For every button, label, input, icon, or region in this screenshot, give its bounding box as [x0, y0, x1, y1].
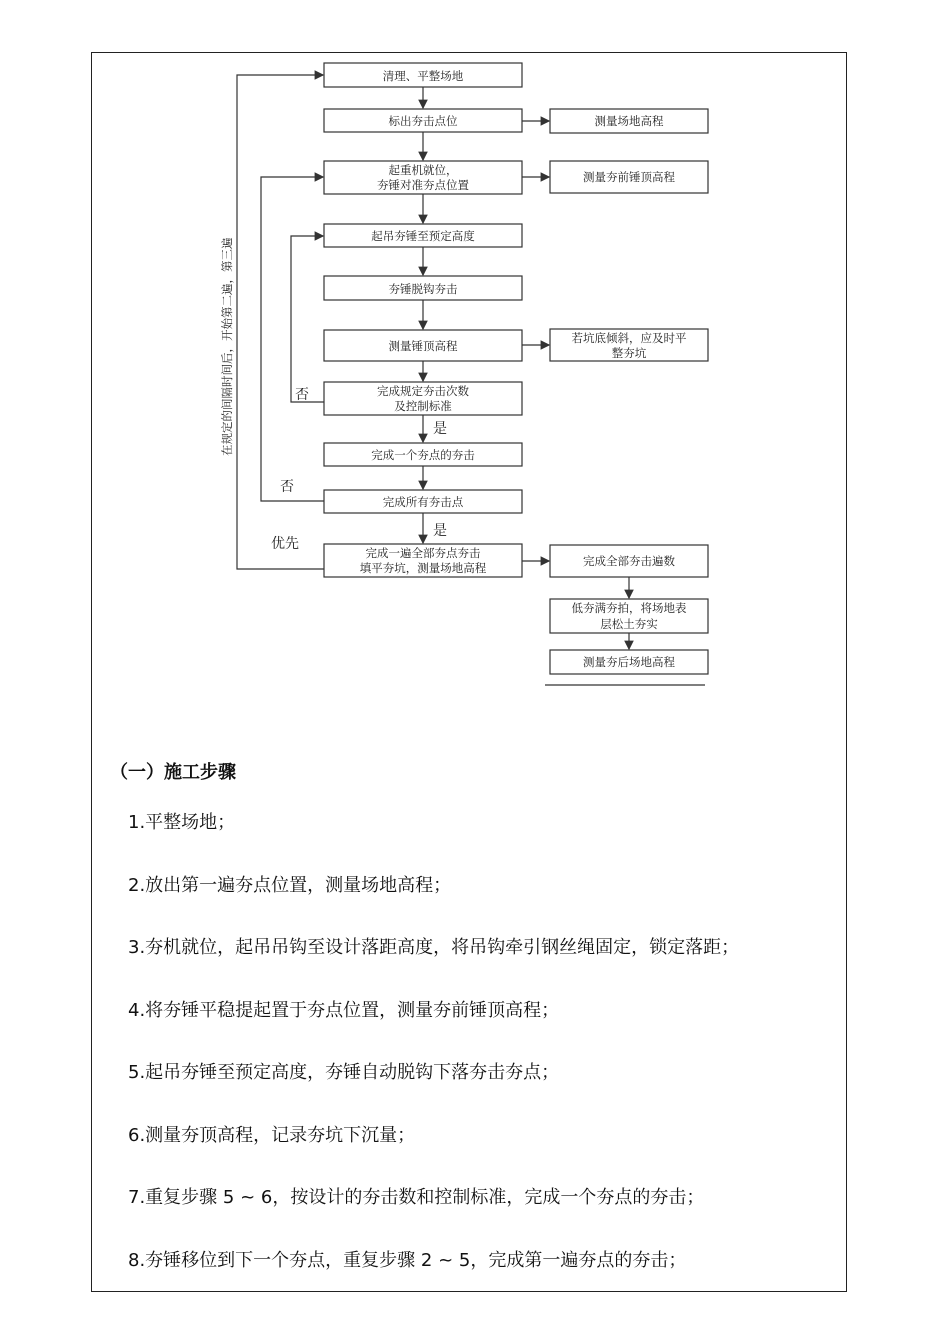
section-heading: （一）施工步骤 — [110, 762, 236, 783]
step-item: 2.放出第一遍夯点位置，测量场地高程； — [128, 875, 452, 896]
box-all-points-check-text: 完成所有夯击点 — [382, 495, 464, 509]
label-no-points: 否 — [280, 479, 294, 495]
box-survey-hammer-top-text: 测量夯前锤顶高程 — [583, 170, 675, 184]
label-no-strikes: 否 — [295, 387, 309, 403]
box-tilt-note-text-1: 若坑底倾斜，应及时平 — [571, 331, 687, 345]
loop-not-enough-strikes — [291, 236, 324, 402]
box-measure-top-text: 测量锤顶高程 — [388, 339, 458, 353]
box-pass-done-text-2: 填平夯坑，测量场地高程 — [359, 561, 487, 575]
box-all-passes-done-text: 完成全部夯击遍数 — [583, 554, 675, 568]
step-item: 1.平整场地； — [128, 812, 236, 833]
box-strike-count-text-2: 及控制标准 — [394, 399, 452, 413]
label-yes-strikes: 是 — [433, 421, 447, 437]
box-one-point-done-text: 完成一个夯点的夯击 — [371, 448, 475, 462]
step-item: 4.将夯锤平稳提起置于夯点位置，测量夯前锤顶高程； — [128, 1000, 560, 1021]
box-release-hammer-text: 夯锤脱钩夯击 — [388, 282, 458, 296]
box-low-energy-text-2: 层松土夯实 — [600, 617, 658, 631]
step-item: 6.测量夯顶高程，记录夯坑下沉量； — [128, 1125, 416, 1146]
loop-next-point — [261, 177, 324, 501]
step-item: 5.起吊夯锤至预定高度，夯锤自动脱钩下落夯击夯点； — [128, 1062, 560, 1083]
box-lift-hammer-text: 起吊夯锤至预定高度 — [371, 229, 475, 243]
box-crane-position-text-1: 起重机就位， — [388, 163, 458, 177]
box-clear-site-text: 清理、平整场地 — [382, 69, 464, 83]
box-strike-count-text-1: 完成规定夯击次数 — [377, 384, 469, 398]
step-item: 3.夯机就位，起吊吊钩至设计落距高度，将吊钩牵引钢丝绳固定，锁定落距； — [128, 937, 740, 958]
box-low-energy-text-1: 低夯满夯拍，将场地表 — [571, 601, 687, 615]
box-final-survey-text: 测量夯后场地高程 — [583, 655, 675, 669]
label-loop-note: 在规定的间隔时间后，开始第二遍，第三遍 — [220, 237, 234, 456]
box-crane-position-text-2: 夯锤对准夯点位置 — [377, 178, 469, 192]
box-tilt-note-text-2: 整夯坑 — [611, 346, 647, 360]
box-survey-site-text: 测量场地高程 — [594, 114, 664, 128]
label-priority: 优先 — [271, 536, 299, 552]
box-mark-points-text: 标出夯击点位 — [388, 114, 458, 128]
box-pass-done-text-1: 完成一遍全部夯点夯击 — [365, 546, 481, 560]
label-yes-points: 是 — [433, 523, 447, 539]
step-item: 8.夯锤移位到下一个夯点，重复步骤 2 ~ 5，完成第一遍夯点的夯击； — [128, 1250, 687, 1271]
step-item: 7.重复步骤 5 ~ 6，按设计的夯击数和控制标准，完成一个夯点的夯击； — [128, 1187, 705, 1208]
